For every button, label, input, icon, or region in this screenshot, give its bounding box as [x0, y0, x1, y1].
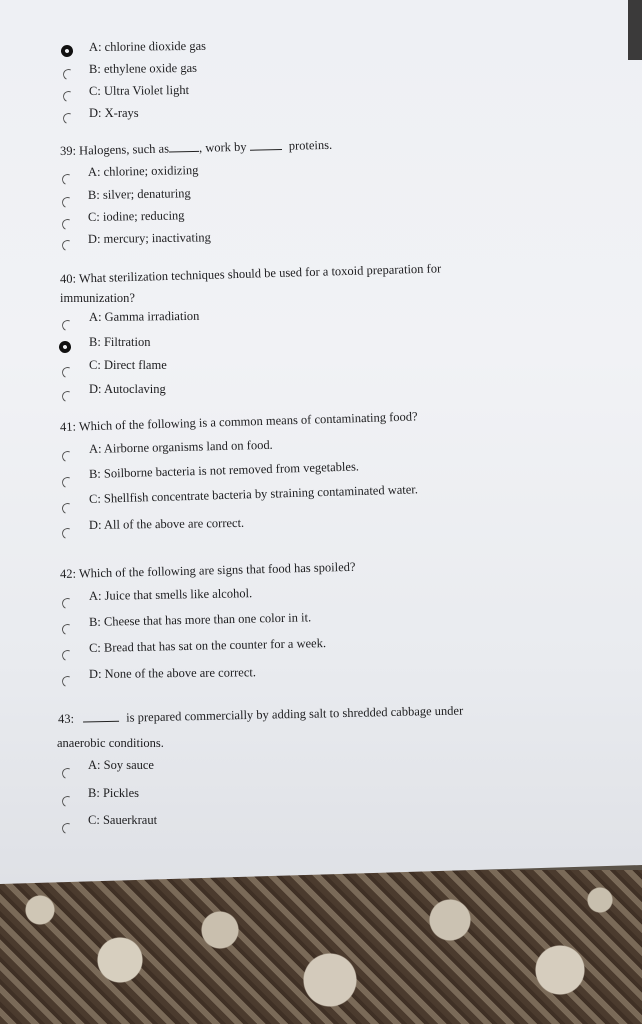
option-text: None of the above are correct.	[104, 665, 256, 681]
option-text: Gamma irradiation	[104, 308, 200, 324]
option-text: Cheese that has more than one color in it.	[103, 610, 312, 629]
question-text: What sterilization techniques should be used for a toxoid preparation for	[78, 261, 442, 286]
option-40-a	[89, 309, 200, 325]
option-40-d	[89, 382, 166, 397]
answer-blank	[250, 148, 282, 151]
option-letter: B:	[87, 187, 100, 202]
answer-blank	[83, 720, 119, 723]
option-letter: A:	[88, 758, 101, 772]
option-39-c	[88, 208, 185, 225]
option-letter: C:	[88, 491, 102, 506]
option-text: silver; denaturing	[102, 186, 191, 202]
question-40-line2: immunization?	[60, 291, 135, 305]
option-42-d	[89, 665, 256, 682]
option-text: Airborne organisms land on food.	[103, 437, 273, 456]
option-text: Autoclaving	[103, 382, 166, 396]
option-letter: B:	[88, 61, 101, 76]
option-letter: A:	[88, 588, 102, 603]
option-letter: B:	[88, 466, 101, 481]
option-43-b	[88, 786, 139, 801]
option-text: Filtration	[103, 335, 151, 349]
option-41-d	[89, 516, 244, 533]
option-letter: D:	[88, 666, 102, 681]
option-39-b	[88, 186, 191, 203]
option-text: Juice that smells like alcohol.	[104, 586, 253, 603]
option-text: Direct flame	[103, 358, 167, 372]
option-43-c	[88, 813, 157, 828]
option-39-d	[88, 230, 211, 247]
question-text-part3: proteins.	[288, 137, 333, 153]
option-prev-b	[89, 61, 197, 77]
option-text: All of the above are correct.	[103, 515, 245, 532]
option-text: Pickles	[102, 786, 140, 800]
option-text: chlorine; oxidizing	[103, 163, 199, 179]
question-number: 41:	[59, 419, 77, 434]
option-prev-c	[89, 83, 189, 99]
option-letter: C:	[88, 83, 101, 98]
option-40-c	[89, 358, 167, 373]
option-letter: D:	[89, 106, 102, 120]
option-43-a	[88, 758, 154, 773]
option-prev-d	[89, 106, 139, 121]
option-letter: C:	[87, 209, 100, 224]
question-number: 39:	[59, 143, 77, 158]
option-letter: C:	[89, 358, 101, 372]
dark-corner	[628, 0, 642, 60]
option-text: iodine; reducing	[102, 208, 185, 224]
option-letter: A:	[88, 39, 102, 54]
answer-blank	[169, 150, 199, 153]
option-text: Soilborne bacteria is not removed from vegetables.	[103, 459, 360, 481]
question-text-part1: Halogens, such as	[78, 141, 170, 158]
option-text: Shellfish concentrate bacteria by straining contaminated water.	[103, 482, 419, 506]
question-number: 40:	[59, 271, 77, 286]
option-prev-a	[89, 39, 206, 55]
option-42-a	[89, 586, 252, 604]
option-letter: D:	[87, 231, 101, 246]
question-number: 43:	[57, 711, 75, 726]
option-letter: B:	[88, 614, 101, 629]
option-letter: B:	[88, 786, 100, 800]
option-text: Ultra Violet light	[103, 82, 190, 98]
option-text: Soy sauce	[103, 758, 154, 772]
question-text: Which of the following are signs that food has spoiled?	[78, 559, 356, 581]
option-text: ethylene oxide gas	[103, 60, 198, 76]
option-letter: C:	[88, 813, 100, 827]
option-39-a	[88, 163, 199, 180]
option-letter: B:	[89, 335, 101, 349]
option-text: X-rays	[104, 106, 139, 120]
question-text: is prepared commercially by adding salt to shredded cabbage under	[126, 703, 464, 725]
option-letter: A:	[87, 164, 101, 179]
option-40-b	[89, 335, 150, 350]
fabric-background	[0, 870, 642, 1024]
option-letter: C:	[88, 640, 101, 655]
option-text: chlorine dioxide gas	[104, 38, 207, 54]
option-letter: D:	[88, 517, 102, 532]
question-43-line2: anaerobic conditions.	[57, 736, 164, 750]
option-letter: A:	[88, 309, 102, 324]
question-number: 42:	[59, 566, 77, 581]
option-letter: D:	[89, 382, 102, 396]
question-text: Which of the following is a common means of contaminating food?	[78, 409, 418, 434]
option-text: Sauerkraut	[102, 813, 158, 827]
option-text: mercury; inactivating	[103, 230, 211, 246]
option-letter: A:	[88, 441, 102, 456]
question-text-part2: , work by	[198, 139, 247, 155]
option-text: Bread that has sat on the counter for a week.	[103, 636, 327, 655]
